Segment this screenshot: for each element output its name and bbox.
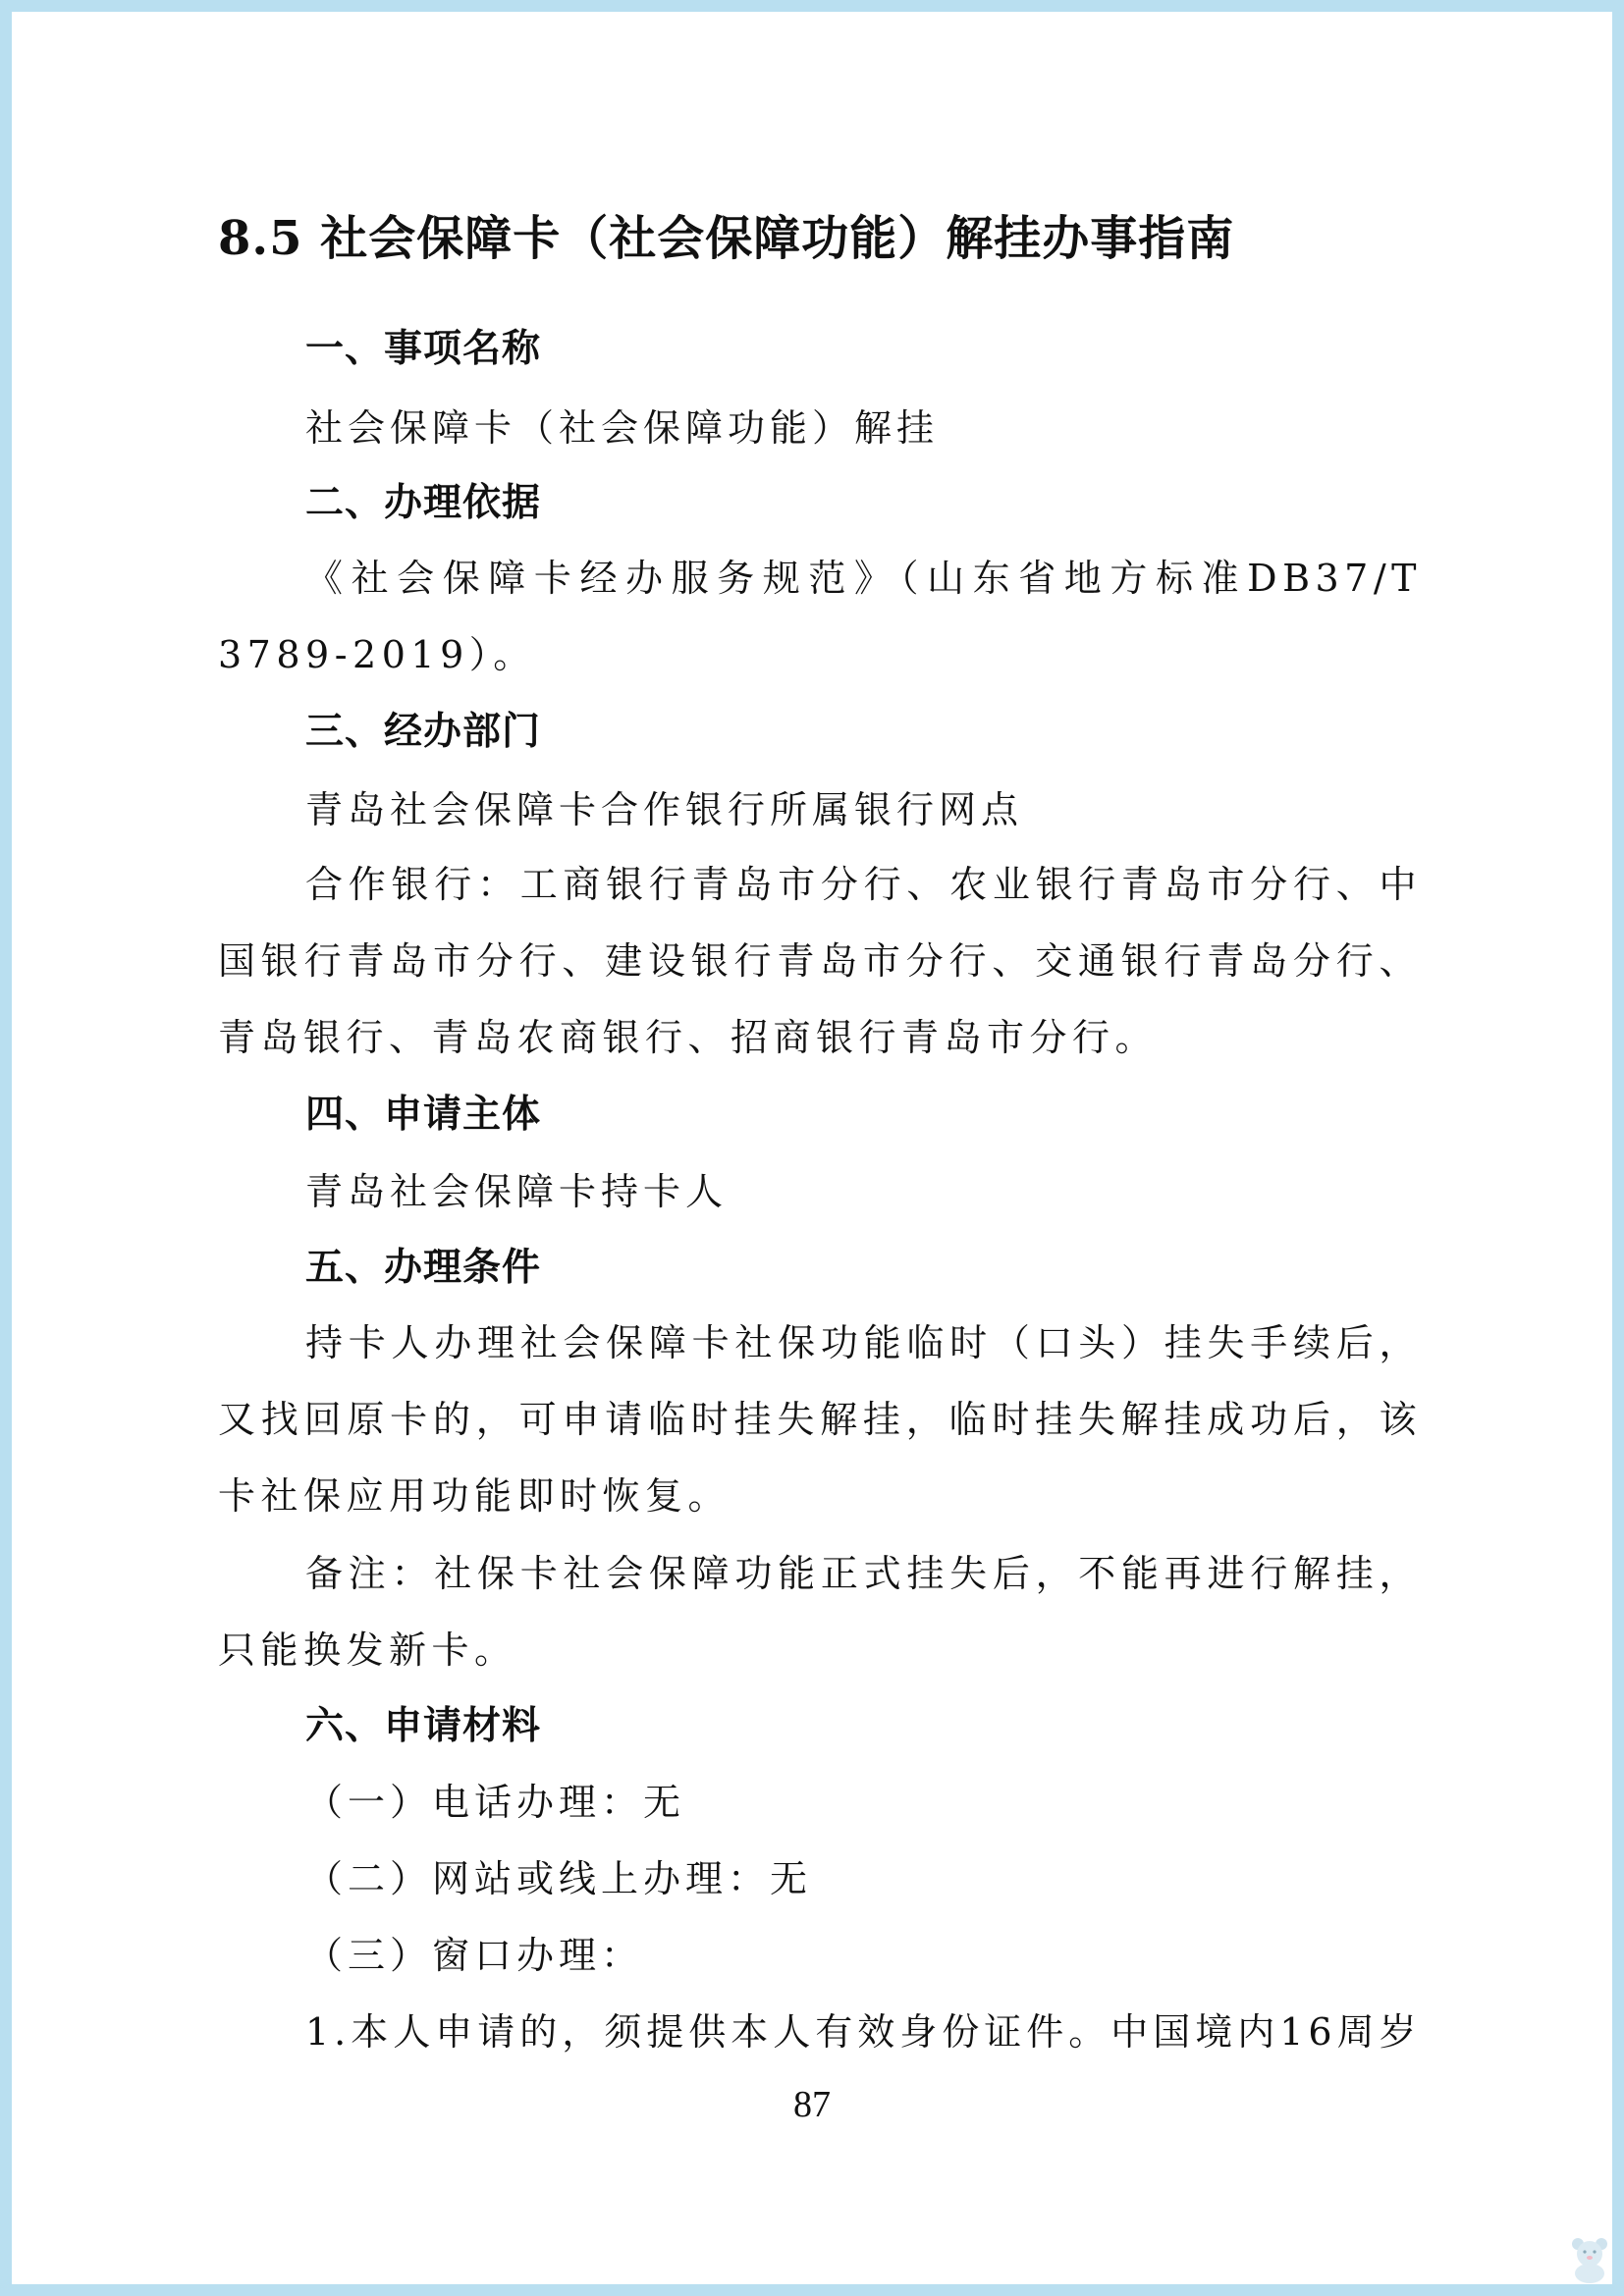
materials-phone: （一）电话办理：无 — [305, 1781, 686, 1824]
page-title: 8.5 社会保障卡（社会保障功能）解挂办事指南 — [218, 211, 1235, 266]
heading-item-name: 一、事项名称 — [305, 327, 542, 371]
materials-online: （二）网站或线上办理：无 — [305, 1857, 813, 1900]
heading-materials: 六、申请材料 — [305, 1704, 542, 1748]
basis-text: 《社会保障卡经办服务规范》（山东省地方标准DB37/T 3789-2019）。 — [218, 557, 1422, 676]
materials-window-item1: 1.本人申请的，须提供本人有效身份证件。中国境内16周岁 — [305, 2010, 1422, 2054]
conditions-text: 持卡人办理社会保障卡社保功能临时（口头）挂失手续后，又找回原卡的，可申请临时挂失解挂，临时挂失解挂成功后，该卡社保应用功能即时恢复。 — [218, 1321, 1422, 1518]
heading-department: 三、经办部门 — [305, 710, 542, 754]
heading-basis: 二、办理依据 — [305, 481, 542, 525]
heading-applicant: 四、申请主体 — [305, 1093, 542, 1137]
bear-mascot-icon — [1567, 2234, 1612, 2283]
heading-conditions: 五、办理条件 — [305, 1246, 542, 1290]
applicant-text: 青岛社会保障卡持卡人 — [305, 1170, 729, 1213]
materials-window: （三）窗口办理： — [305, 1934, 644, 1977]
partner-banks-text: 合作银行：工商银行青岛市分行、农业银行青岛市分行、中国银行青岛市分行、建设银行青岛市分行、交通银行青岛分行、青岛银行、青岛农商银行、招商银行青岛市分行。 — [218, 863, 1422, 1059]
page-number: 87 — [793, 2084, 831, 2125]
department-text: 青岛社会保障卡合作银行所属银行网点 — [305, 788, 1024, 831]
item-name-text: 社会保障卡（社会保障功能）解挂 — [305, 406, 940, 450]
conditions-note: 备注：社保卡社会保障功能正式挂失后，不能再进行解挂，只能换发新卡。 — [218, 1552, 1422, 1672]
